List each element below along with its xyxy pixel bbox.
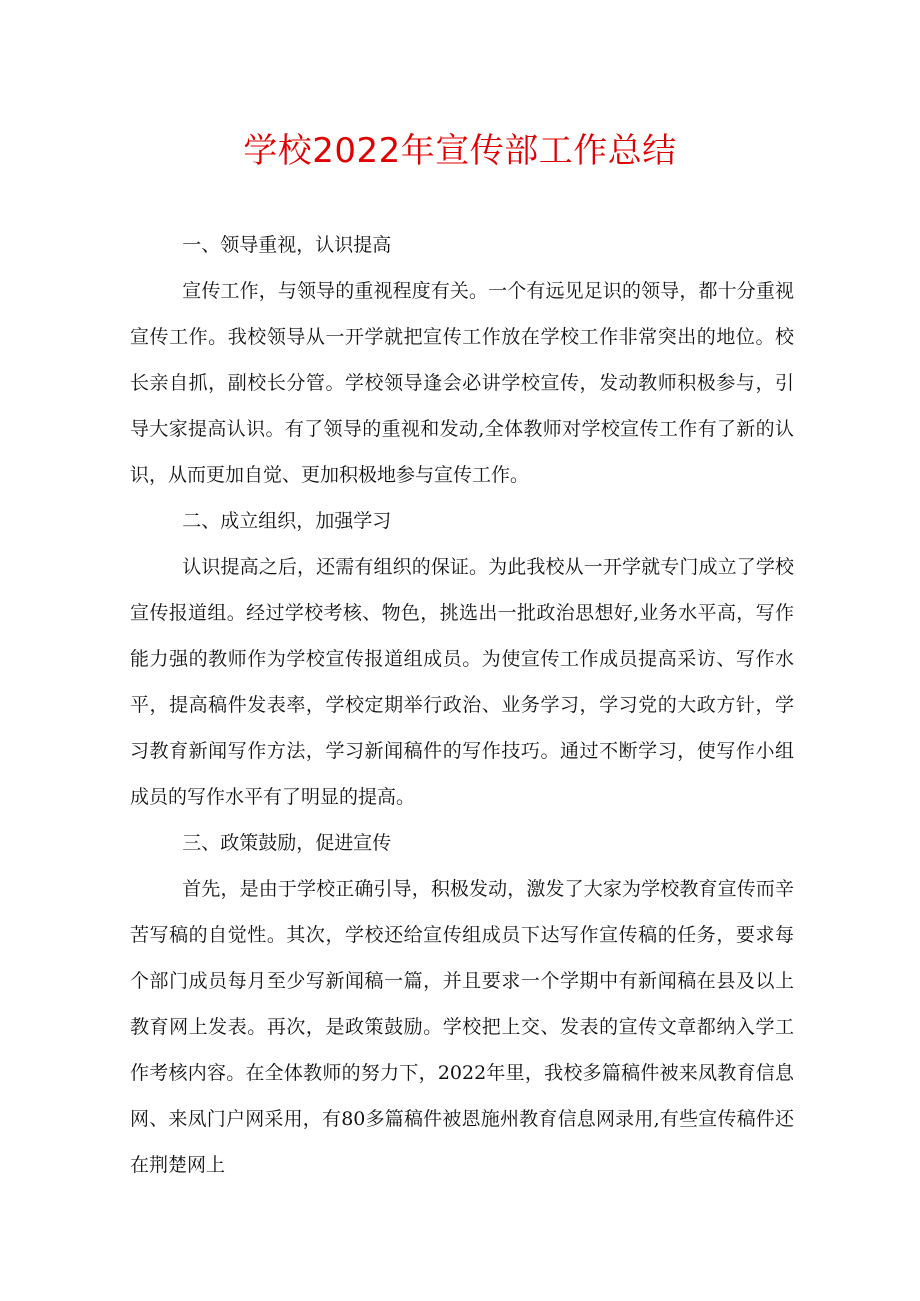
section-1-paragraph: 宣传工作，与领导的重视程度有关。一个有远见足识的领导，都十分重视宣传工作。我校领导从一开学就把宣传工作放在学校工作非常突出的地位。校长亲自抓，副校长分管。学校领导逢会必讲学校宣传，发动教师积极参与，引导大家提高认识。有了领导的重视和发动,全体教师对学校宣传工作有了新的认识，从而更加自觉、更加积极地参与宣传工作。 (130, 280, 794, 486)
section-2-paragraph: 认识提高之后，还需有组织的保证。为此我校从一开学就专门成立了学校宣传报道组。经过学校考核、物色，挑选出一批政治思想好,业务水平高，写作能力强的教师作为学校宣传报道组成员。为使宣传工作成员提高采访、写作水平，提高稿件发表率，学校定期举行政治、业务学习，学习党的大政方针，学习教育新闻写作方法，学习新闻稿件的写作技巧。通过不断学习，使写作小组成员的写作水平有了明显的提高。 (130, 556, 794, 808)
section-3-heading: 三、政策鼓励，促进宣传 (182, 832, 392, 854)
section-1-heading: 一、领导重视，认识提高 (182, 234, 392, 256)
document-title: 学校2022年宣传部工作总结 (243, 131, 677, 171)
section-3-paragraph: 首先，是由于学校正确引导，积极发动，激发了大家为学校教育宣传而辛苦写稿的自觉性。其次，学校还给宣传组成员下达写作宣传稿的任务，要求每个部门成员每月至少写新闻稿一篇，并且要求一个学期中有新闻稿在县及以上教育网上发表。再次，是政策鼓励。学校把上交、发表的宣传文章都纳入学工作考核内容。在全体教师的努力下，2022年里，我校多篇稿件被来凤教育信息网、来凤门户网采用，有80多篇稿件被恩施州教育信息网录用,有些宣传稿件还在荆楚网上 (130, 878, 794, 1176)
document-body (130, 222, 794, 1188)
section-2-heading: 二、成立组织，加强学习 (182, 510, 392, 532)
